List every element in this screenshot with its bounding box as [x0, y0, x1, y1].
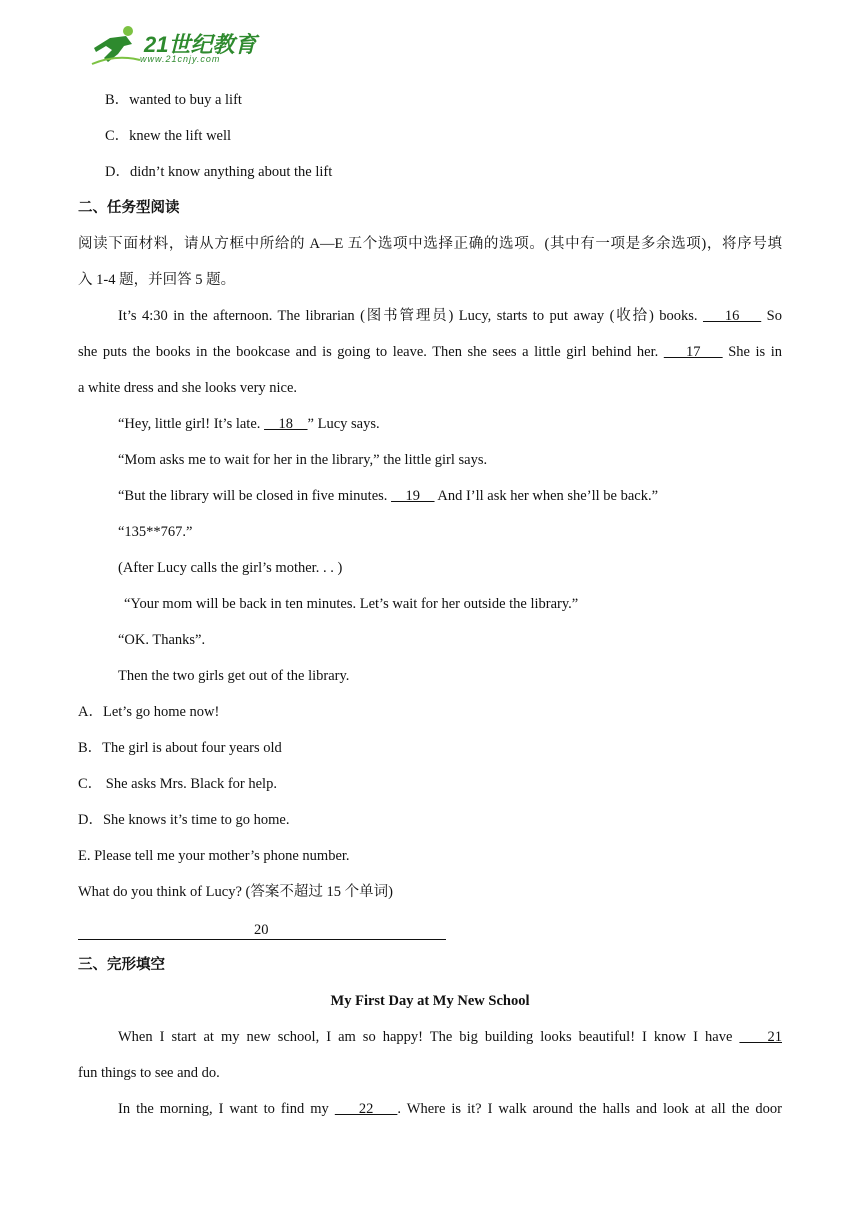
- section-2-heading: 二、任务型阅读: [78, 200, 180, 216]
- site-logo: [88, 24, 263, 68]
- blank-20: 20: [254, 922, 269, 938]
- blank-18: 18: [264, 416, 308, 432]
- dialogue-line-2: “Mom asks me to wait for her in the library,” the little girl says.: [118, 452, 488, 468]
- blank-22: 22: [334, 1101, 398, 1117]
- option-d: D．She knows it’s time to go home.: [78, 812, 290, 828]
- dialogue-text: “But the library will be closed in five minutes.: [118, 488, 392, 504]
- cloze-text: In the morning, I want to find my: [118, 1101, 335, 1117]
- option-e: E. Please tell me your mother’s phone number.: [78, 848, 350, 864]
- blank-16: 16: [702, 308, 762, 324]
- dialogue-line-4: “135**767.”: [118, 524, 193, 540]
- dialogue-line-8: Then the two girls get out of the library.: [118, 668, 350, 684]
- dialogue-line-7: “OK. Thanks”.: [118, 632, 206, 648]
- passage-line-2: [78, 342, 782, 362]
- cloze-text: . Where is it? I walk around the halls and look at all the door: [397, 1101, 783, 1117]
- logo-brand-text: 21世纪教育: [144, 32, 257, 57]
- dialogue-line-6: “Your mom will be back in ten minutes. Let’s wait for her outside the library.”: [124, 596, 579, 612]
- dialogue-line-1: [118, 414, 380, 434]
- running-man-icon: [88, 24, 144, 68]
- instructions-line-1: 阅读下面材料，请从方框中所给的 A—E 五个选项中选择正确的选项。(其中有一项是多余选项)，将序号填: [78, 236, 782, 252]
- passage-line-1: [118, 306, 782, 326]
- option-b-prev: B．wanted to buy a lift: [105, 92, 242, 108]
- cloze-title: My First Day at My New School: [330, 993, 530, 1009]
- cloze-line-2: fun things to see and do.: [78, 1065, 220, 1081]
- cloze-line-3: [118, 1099, 782, 1119]
- cloze-line-1: [118, 1027, 782, 1047]
- cloze-text: When I start at my new school, I am so happy! The big building looks beautiful! I know I have: [118, 1029, 740, 1045]
- question-5: What do you think of Lucy? (答案不超过 15 个单词): [78, 884, 393, 900]
- dialogue-text: “Hey, little girl! It’s late.: [118, 416, 265, 432]
- passage-line-3: a white dress and she looks very nice.: [78, 380, 298, 396]
- passage-text: She is in: [722, 344, 782, 360]
- blank-17: 17: [663, 344, 723, 360]
- section-3-heading: 三、完形填空: [78, 957, 165, 973]
- option-b: B．The girl is about four years old: [78, 740, 282, 756]
- instructions-line-2: 入 1-4 题，并回答 5 题。: [78, 272, 236, 288]
- dialogue-line-5: (After Lucy calls the girl’s mother. . . ): [118, 560, 343, 576]
- blank-19: 19: [391, 488, 435, 504]
- passage-text: It’s 4:30 in the afternoon. The librarian (图书管理员) Lucy, starts to put away (收拾) books.: [118, 308, 703, 324]
- option-c-prev: C．knew the lift well: [105, 128, 232, 144]
- option-c: C． She asks Mrs. Black for help.: [78, 776, 277, 792]
- blank-21: 21: [739, 1029, 782, 1045]
- option-a: A．Let’s go home now!: [78, 704, 220, 720]
- dialogue-line-3: [118, 486, 658, 506]
- passage-text: So: [761, 308, 782, 324]
- option-d-prev: D．didn’t know anything about the lift: [105, 164, 333, 180]
- dialogue-text: And I’ll ask her when she’ll be back.”: [434, 488, 658, 504]
- passage-text: she puts the books in the bookcase and is going to leave. Then she sees a little girl behind her.: [78, 344, 664, 360]
- dialogue-text: ” Lucy says.: [307, 416, 380, 432]
- logo-url-text: www.21cnjy.com: [140, 54, 221, 64]
